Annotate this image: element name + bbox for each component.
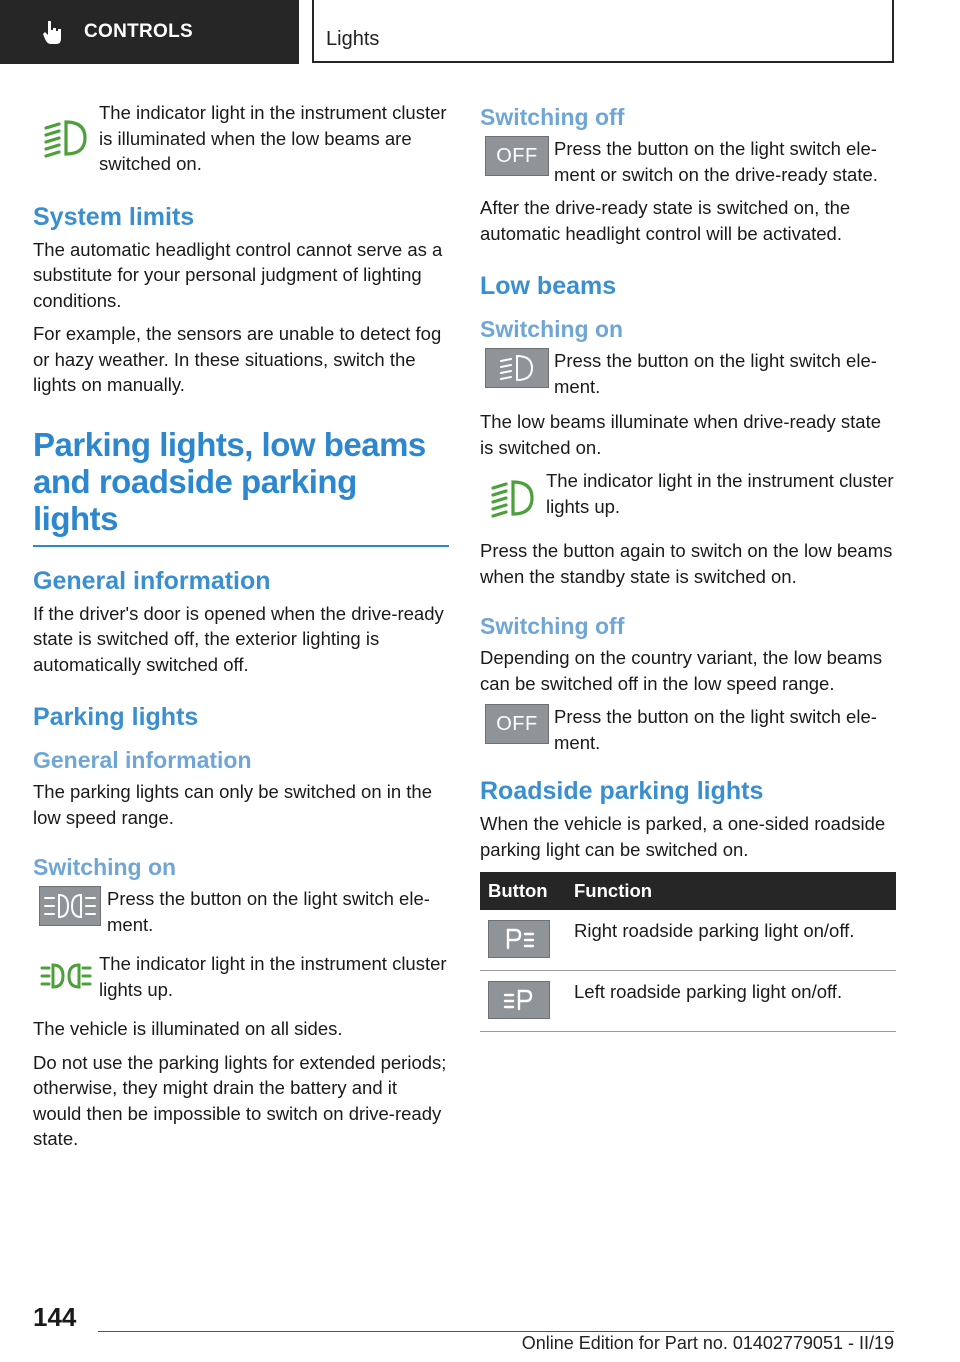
table-header-function: Function — [566, 872, 896, 910]
low-beam-off-button-row — [480, 704, 896, 755]
off-button-icon: OFF — [485, 704, 549, 744]
low-beam-indicator-icon — [41, 116, 91, 160]
switching-on-indicator-text: The indicator light in the instrument cluster lights up. — [99, 953, 447, 1000]
indicator-lowbeam-text: The indicator light in the instrument cluster is illuminated when the low beams are switched on. — [99, 102, 447, 174]
system-limits-paragraph-1: The automatic headlight control cannot serve as a substitute for your personal judgment of lighting conditions. — [33, 238, 443, 311]
parking-button-row — [33, 886, 449, 937]
section-label: CONTROLS — [84, 21, 194, 42]
switching-off-button-text: Press the button on the light switch element or switch on the drive-ready state. — [554, 138, 878, 185]
low-beams-indicator-text: The indicator light in the instrument cluster lights up. — [546, 470, 894, 517]
low-beam-indicator-icon — [488, 476, 538, 520]
low-beam-button-icon — [485, 348, 549, 388]
edition-text: Online Edition for Part no. 01402779051 - II/19 — [521, 1333, 894, 1353]
roadside-parking-heading: Roadside parking lights — [480, 777, 764, 805]
low-beams-heading: Low beams — [480, 272, 617, 300]
chapter-title: Parking lights, low beams and roadside parking lights — [33, 426, 449, 547]
switching-on-heading: Switching on — [33, 854, 177, 880]
left-column — [33, 100, 449, 1160]
low-beams-switching-off-paragraph: Depending on the country variant, the low beams can be switched off in the low speed range. — [480, 647, 883, 694]
parking-lights-heading: Parking lights — [33, 703, 199, 731]
off-button-icon: OFF — [485, 136, 549, 176]
right-column — [480, 100, 896, 1032]
table-header-button: Button — [480, 872, 566, 910]
table-row — [480, 910, 896, 971]
parking-general-paragraph: The parking lights can only be switched on in the low speed range. — [33, 781, 433, 828]
low-beams-press-again-paragraph: Press the button again to switch on the low beams when the standby state is switched on. — [480, 540, 893, 587]
roadside-parking-right-icon — [488, 920, 550, 958]
off-button-row — [480, 136, 896, 187]
switching-on-button-text: Press the button on the light switch element. — [107, 888, 430, 935]
roadside-table — [480, 872, 896, 1032]
after-drive-ready-paragraph: After the drive-ready state is switched on, the automatic headlight control will be activated. — [480, 197, 851, 244]
warning-paragraph: Do not use the parking lights for extended periods; otherwise, they might drain the battery and it would then be impossible to switch on drive-ready state. — [33, 1051, 447, 1149]
system-limits-paragraph-2: For example, the sensors are unable to detect fog or hazy weather. In these situations, switch the lights on manually. — [33, 323, 442, 395]
roadside-parking-left-icon — [488, 981, 550, 1019]
footer-divider — [98, 1331, 894, 1332]
switching-off-heading: Switching off — [480, 104, 625, 130]
parking-light-indicator-icon — [40, 962, 92, 990]
table-cell-function: Right roadside parking light on/off. — [566, 910, 896, 971]
parking-light-button-icon — [39, 886, 101, 926]
low-beam-button-row — [480, 348, 896, 399]
low-beam-indicator-row — [33, 100, 449, 177]
page-title: Lights — [326, 28, 380, 50]
header-frame — [312, 0, 894, 63]
low-beams-off-button-text: Press the button on the light switch element. — [554, 706, 877, 753]
parking-indicator-row — [33, 951, 449, 1002]
illuminated-paragraph: The vehicle is illuminated on all sides. — [33, 1018, 343, 1039]
low-beams-switching-on-text: Press the button on the light switch element. — [554, 350, 877, 397]
low-beams-switching-off-heading: Switching off — [480, 613, 625, 639]
low-beams-switching-on-heading: Switching on — [480, 316, 624, 342]
table-cell-function: Left roadside parking light on/off. — [566, 971, 896, 1032]
table-header-row — [480, 872, 896, 910]
parking-general-heading: General information — [33, 747, 252, 773]
table-row — [480, 971, 896, 1032]
general-information-paragraph: If the driver's door is opened when the drive-ready state is switched off, the exterior lighting is automatically switched off. — [33, 602, 444, 675]
low-beam-indicator-row-right — [480, 468, 896, 528]
system-limits-heading: System limits — [33, 202, 195, 231]
page-number: 144 — [33, 1302, 77, 1332]
low-beams-illuminate-paragraph: The low beams illuminate when drive-ready state is switched on. — [480, 411, 882, 458]
roadside-parking-paragraph: When the vehicle is parked, a one-sided roadside parking light can be switched on. — [480, 813, 886, 860]
general-information-heading: General information — [33, 566, 271, 595]
section-tab — [0, 0, 299, 64]
hand-pointer-icon — [42, 19, 64, 45]
